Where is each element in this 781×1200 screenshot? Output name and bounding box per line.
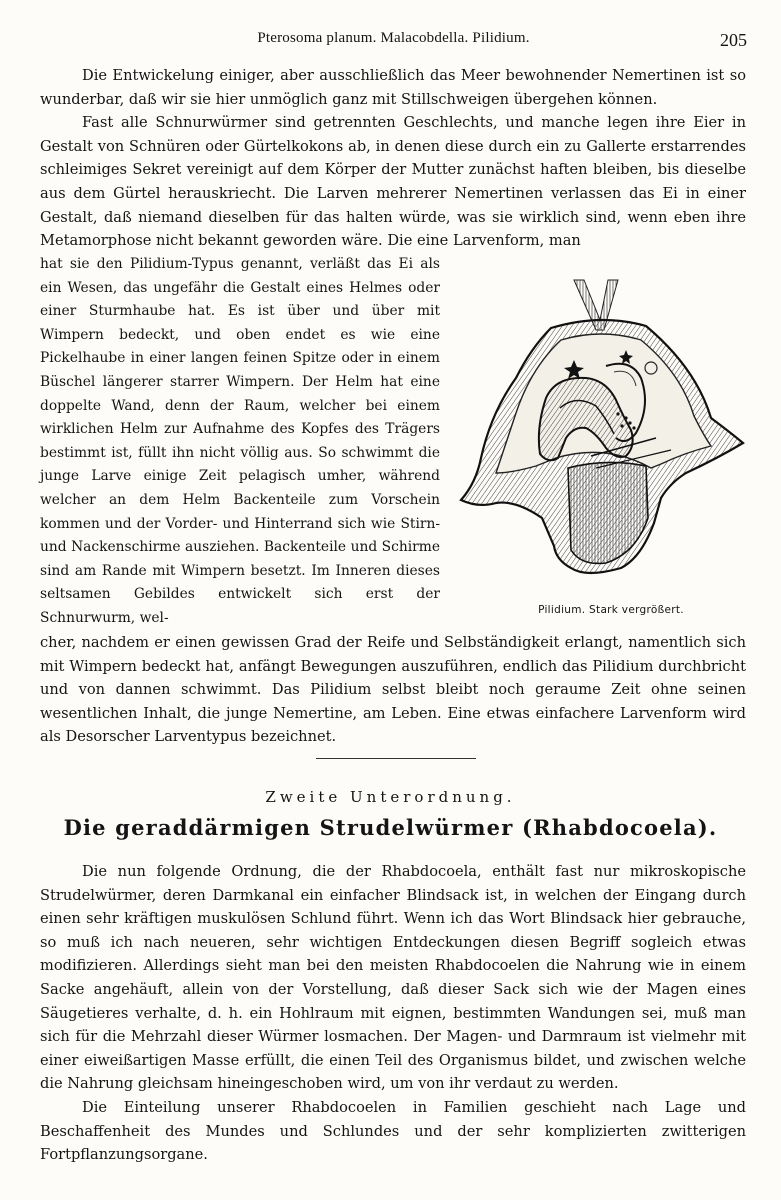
wrapped-text-block	[40, 253, 440, 631]
section-divider	[316, 758, 476, 759]
section-title: Die geraddärmigen Strudelwürmer (Rhabdocoela).	[63, 815, 718, 840]
paragraph: Die nun folgende Ordnung, die der Rhabdocoela, enthält fast nur mikroskopische Strudelwürmer, deren Darmkanal ein einfacher Blindsack ist, in welchen der Eingang durch einen sehr kräftigen muskulösen Schlund führt. Wenn ich das Wort Blindsack hier gebrauche, so muß ich nach neueren, sehr wichtigen Entdeckungen diesen Begriff sogleich etwas modifizieren. Allerdings sieht man bei den meisten Rhabdocoelen die Nahrung wie in einem Sacke angehäuft, allein von der Vorstellung, daß dieser Sack sich wie der Magen eines Säugetieres verhalte, d. h. ein Hohlraum mit eignen, bestimmten Wandungen sei, muß man sich für die Mehrzahl dieser Würmer losmachen. Der Magen- und Darmraum ist vielmehr mit einer eiweißartigen Masse erfüllt, die einen Teil des Organismus bildet, und zwischen welche die Nahrung gleichsam hineingeschoben wird, um von ihr verdaut zu werden.	[40, 863, 746, 1093]
paragraph: Die Entwickelung einiger, aber ausschließlich das Meer bewohnender Nemertinen ist so wunderbar, daß wir sie hier unmöglich ganz mit Stillschweigen übergehen können.	[40, 67, 746, 108]
page-number: 205	[720, 30, 747, 50]
paragraph: Fast alle Schnurwürmer sind getrennten Geschlechts, und manche legen ihre Eier in Gestalt von Schnüren oder Gürtelkokons ab, in denen diese durch ein zu Gallerte erstarrendes schleimiges Sekret vereinigt auf dem Körper der Mutter zunächst haften bleiben, bis dieselbe aus dem Gürtel herauskriecht. Die Larven mehrerer Nemertinen verlassen das Ei in einer Gestalt, daß niemand dieselben für das halten würde, was sie wirklich sind, wenn eben ihre Metamorphose nicht bekannt geworden wäre. Die eine Larvenform, man	[40, 114, 746, 250]
pilidium-figure	[456, 268, 746, 616]
running-head: Pterosoma planum. Malacobdella. Pilidium.	[257, 30, 530, 46]
figure-caption: Pilidium. Stark vergrößert.	[538, 604, 684, 616]
bottom-text-block	[40, 860, 746, 1167]
continued-text-block	[40, 631, 746, 749]
top-text-block	[40, 64, 746, 253]
paragraph: Die Einteilung unserer Rhabdocoelen in Familien geschieht nach Lage und Beschaffenheit des Mundes und Schlundes und der sehr komplizierten zwitterigen Fortpflanzungsorgane.	[40, 1098, 746, 1164]
paragraph: cher, nachdem er einen gewissen Grad der Reife und Selbständigkeit erlangt, namentlich sich mit Wimpern bedeckt hat, anfängt Bewegungen auszuführen, endlich das Pilidium durchbricht und von dannen schwimmt. Das Pilidium selbst bleibt noch geraume Zeit ohne seinen wesentlichen Inhalt, die junge Nemertine, am Leben. Eine etwas einfachere Larvenform wird als Desorscher Larventypus bezeichnet.	[40, 634, 746, 746]
paragraph: hat sie den Pilidium-Typus genannt, verläßt das Ei als ein Wesen, das ungefähr die Gestalt eines Helmes oder einer Sturmhaube hat. Es ist über und über mit Wimpern bedeckt, und oben endet es wie eine Pickelhaube in einer langen feinen Spitze oder in einem Büschel längerer starrer Wimpern. Der Helm hat eine doppelte Wand, denn der Raum, welcher bei einem wirklichen Helm zur Aufnahme des Kopfes des Trägers bestimmt ist, füllt ihn nicht völlig aus. So schwimmt die junge Larve einige Zeit pelagisch umher, während welcher an dem Helm Backenteile zum Vorschein kommen und der Vorder- und Hinterrand sich wie Stirn- und Nackenschirme ausziehen. Backenteile und Schirme sind am Rande mit Wimpern besetzt. Im Inneren dieses seltsamen Gebildes entwickelt sich erst der Schnurwurm, wel-	[40, 256, 440, 626]
section-subtitle: Zweite Unterordnung.	[265, 788, 516, 806]
page-header	[40, 30, 747, 58]
pilidium-illustration	[456, 268, 746, 598]
